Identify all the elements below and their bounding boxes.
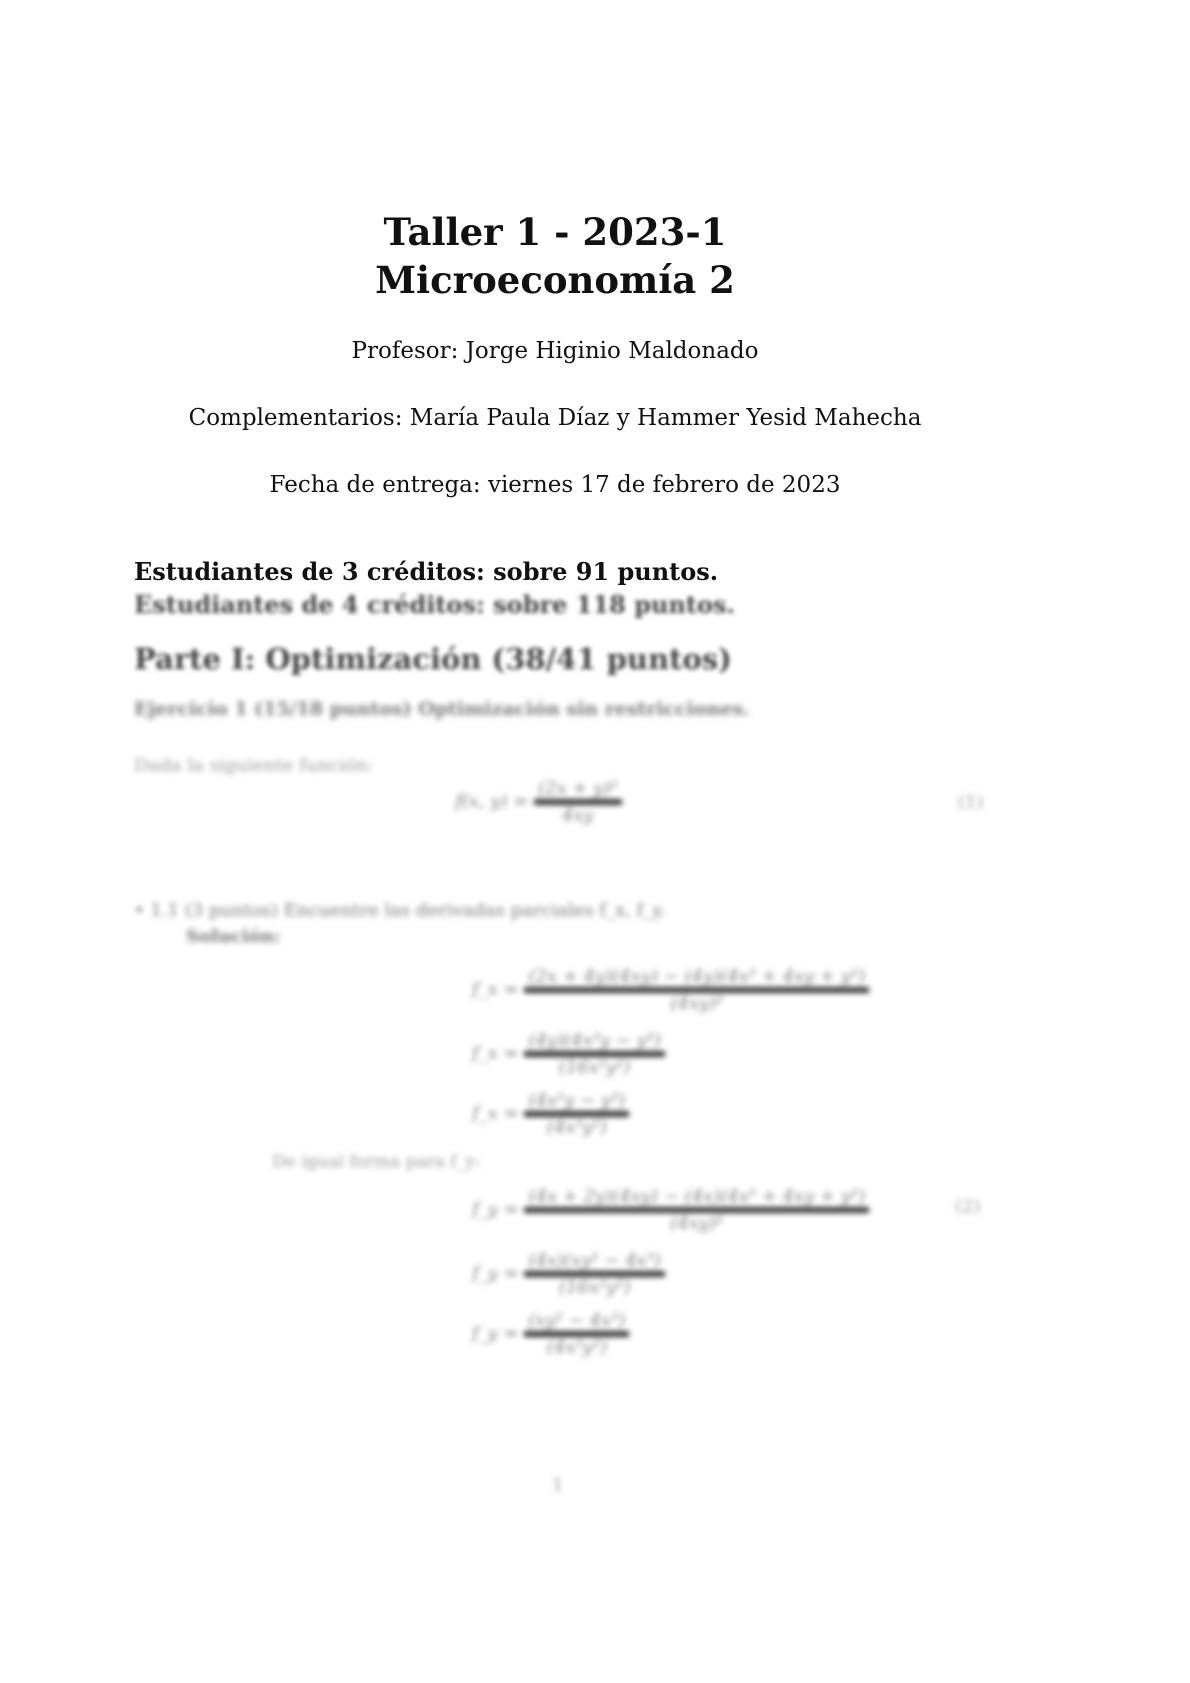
exercise-intro: Dada la siguiente función: <box>134 755 374 776</box>
assistants: Complementarios: María Paula Díaz y Hammer Yesid Mahecha <box>188 405 922 431</box>
function-equation: f(x, y) = $\frac{\text{(2x + y)²}}{4xy}$ <box>455 778 622 826</box>
solution-label: Solución: <box>186 926 281 947</box>
equation-number-2: (2) <box>955 1196 981 1217</box>
fy-step-2: f_y = $\frac{\text{(4x)(xy² − 4x³)}}{\text{(16x²y²)}}$ <box>472 1250 665 1298</box>
item-1-1: • 1.1 (3 puntos) Encuentre las derivadas parciales f_x, f_y. <box>134 900 666 921</box>
document-subtitle: Microeconomía 2 <box>375 258 735 302</box>
fx-step-1: f_x = $\frac{\text{(2x + 4y)(4xy) − (4y)(4x² + 4xy + y²)}}{\text{(4xy)²}}$ <box>472 966 869 1014</box>
fx-step-2: f_x = $\frac{\text{(4y)(4x²y − y³)}}{\text{(16x²y²)}}$ <box>472 1030 665 1078</box>
fy-intro: De igual forma para f_y: <box>272 1152 481 1172</box>
fy-step-1: f_y = $\frac{\text{(4x + 2y)(4xy) − (4x)(4x² + 4xy + y²)}}{\text{(4xy)²}}$ <box>472 1186 869 1234</box>
exercise-title: Ejercicio 1 (15/18 puntos) Optimización sin restricciones. <box>134 698 750 720</box>
grading-four-credits: Estudiantes de 4 créditos: sobre 118 puntos. <box>134 590 735 619</box>
fy-step-3: f_y = $\frac{\text{(xy² − 4x³)}}{\text{(4x²y²)}}$ <box>472 1310 629 1358</box>
page-number: 1 <box>552 1475 564 1496</box>
section-title: Parte I: Optimización (38/41 puntos) <box>134 642 732 676</box>
document-title: Taller 1 - 2023-1 <box>383 210 727 254</box>
due-date: Fecha de entrega: viernes 17 de febrero de 2023 <box>269 472 841 498</box>
fx-step-3: f_x = $\frac{\text{(4x²y − y³)}}{\text{(4x²y²)}}$ <box>472 1090 629 1138</box>
grading-three-credits: Estudiantes de 3 créditos: sobre 91 puntos. <box>134 557 719 586</box>
equation-number: (1) <box>958 792 984 813</box>
professor: Profesor: Jorge Higinio Maldonado <box>351 338 759 364</box>
